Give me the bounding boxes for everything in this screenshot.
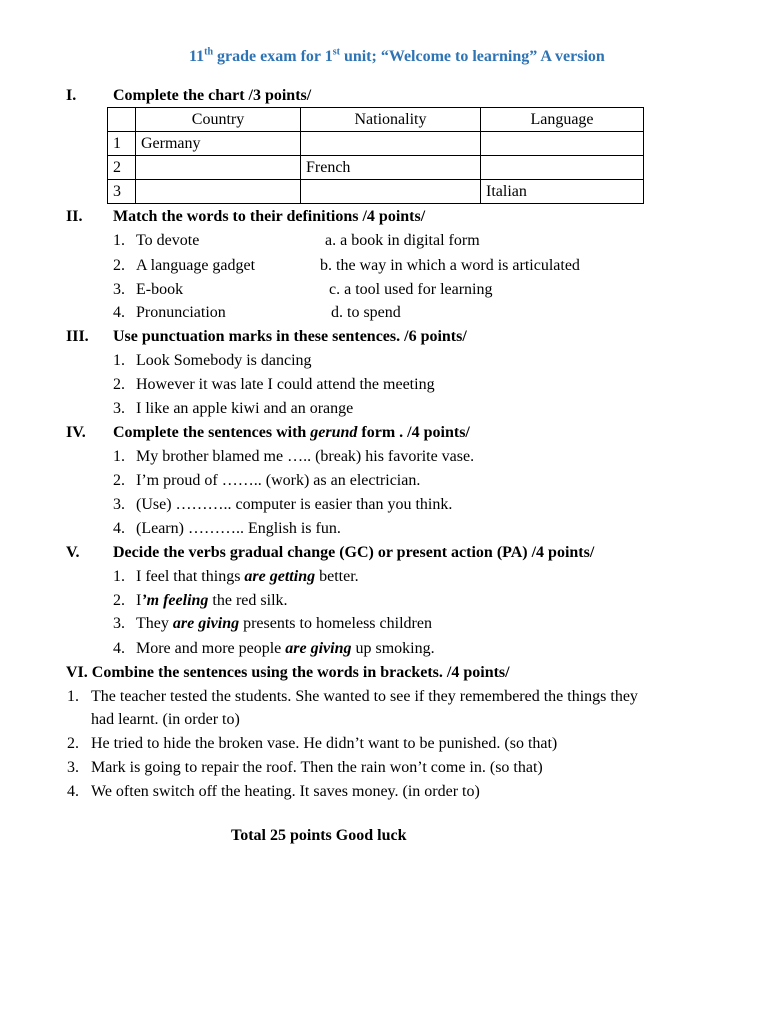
table-cell xyxy=(136,180,301,204)
list-item: Mark is going to repair the roof. Then the rain won’t come in. (so that) xyxy=(91,759,543,776)
section-3-heading: Use punctuation marks in these sentences. /6 points/ xyxy=(113,328,467,345)
section-1-heading: Complete the chart /3 points/ xyxy=(113,87,312,104)
list-item: (Learn) ……….. English is fun. xyxy=(136,520,341,537)
list-item-number: 1. xyxy=(113,448,125,465)
match-definition: b. the way in which a word is articulated xyxy=(320,257,580,274)
list-item: I’m proud of …….. (work) as an electrician. xyxy=(136,472,421,489)
list-item-number: 3. xyxy=(67,759,79,776)
list-item-number: 2. xyxy=(113,472,125,489)
table-header-cell: Nationality xyxy=(301,108,481,132)
table-cell xyxy=(136,156,301,180)
match-definition: a. a book in digital form xyxy=(325,232,480,249)
table-cell xyxy=(481,156,644,180)
section-4-number: IV. xyxy=(66,424,86,441)
section-1-number: I. xyxy=(66,87,77,104)
list-item: (Use) ……….. computer is easier than you think. xyxy=(136,496,453,513)
table-row xyxy=(108,156,644,180)
list-item-number: 1. xyxy=(113,232,125,249)
list-item-continuation: had learnt. (in order to) xyxy=(91,711,240,728)
match-word: Pronunciation xyxy=(136,304,226,321)
list-item: He tried to hide the broken vase. He didn’t want to be punished. (so that) xyxy=(91,735,558,752)
match-word: A language gadget xyxy=(136,257,256,274)
total-points-footer: Total 25 points Good luck xyxy=(231,827,407,844)
list-item-number: 3. xyxy=(113,400,125,417)
section-6-heading: VI. Combine the sentences using the words in brackets. /4 points/ xyxy=(66,664,510,681)
list-item: My brother blamed me ….. (break) his favorite vase. xyxy=(136,448,475,465)
list-item-number: 2. xyxy=(113,257,125,274)
table-header-cell: Language xyxy=(481,108,644,132)
list-item-number: 3. xyxy=(113,281,125,298)
list-item-number: 4. xyxy=(67,783,79,800)
table-cell: 2 xyxy=(108,156,136,180)
match-word: E-book xyxy=(136,281,184,298)
chart-table xyxy=(107,107,644,204)
list-item-number: 1. xyxy=(113,568,125,585)
list-item: Look Somebody is dancing xyxy=(136,352,312,369)
table-cell: Germany xyxy=(136,132,301,156)
list-item-number: 1. xyxy=(113,352,125,369)
list-item-number: 3. xyxy=(113,496,125,513)
list-item-number: 4. xyxy=(113,640,125,657)
match-word: To devote xyxy=(136,232,200,249)
exam-title: 11th grade exam for 1st unit; “Welcome to learning” A version xyxy=(189,46,605,65)
list-item-number: 3. xyxy=(113,615,125,632)
list-item: I like an apple kiwi and an orange xyxy=(136,400,354,417)
table-header-cell xyxy=(108,108,136,132)
list-item: They are giving presents to homeless children xyxy=(136,615,432,632)
section-5-heading: Decide the verbs gradual change (GC) or present action (PA) /4 points/ xyxy=(113,544,595,561)
list-item-number: 2. xyxy=(67,735,79,752)
section-2-heading: Match the words to their definitions /4 points/ xyxy=(113,208,426,225)
match-definition: d. to spend xyxy=(331,304,401,321)
list-item-number: 2. xyxy=(113,376,125,393)
table-cell xyxy=(301,132,481,156)
list-item: I’m feeling the red silk. xyxy=(136,592,288,609)
section-5-number: V. xyxy=(66,544,80,561)
list-item: I feel that things are getting better. xyxy=(136,568,359,585)
section-4-heading: Complete the sentences with gerund form . /4 points/ xyxy=(113,424,470,441)
list-item: The teacher tested the students. She wanted to see if they remembered the things they xyxy=(91,688,638,705)
list-item-number: 4. xyxy=(113,520,125,537)
list-item: More and more people are giving up smoking. xyxy=(136,640,435,657)
match-definition: c. a tool used for learning xyxy=(329,281,493,298)
list-item-number: 1. xyxy=(67,688,79,705)
section-2-number: II. xyxy=(66,208,83,225)
table-cell: 3 xyxy=(108,180,136,204)
table-cell: Italian xyxy=(481,180,644,204)
table-cell xyxy=(301,180,481,204)
list-item-number: 2. xyxy=(113,592,125,609)
section-3-number: III. xyxy=(66,328,89,345)
table-cell xyxy=(481,132,644,156)
table-header-row xyxy=(108,108,644,132)
table-row xyxy=(108,132,644,156)
table-cell: 1 xyxy=(108,132,136,156)
list-item: We often switch off the heating. It saves money. (in order to) xyxy=(91,783,480,800)
list-item-number: 4. xyxy=(113,304,125,321)
list-item: However it was late I could attend the meeting xyxy=(136,376,435,393)
table-header-cell: Country xyxy=(136,108,301,132)
table-cell: French xyxy=(301,156,481,180)
table-row xyxy=(108,180,644,204)
